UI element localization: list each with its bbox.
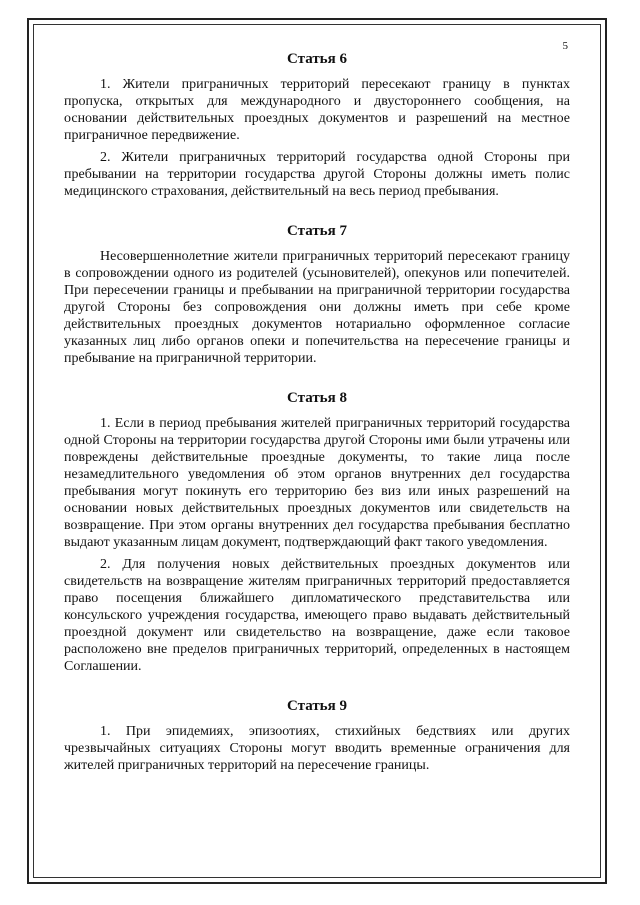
article-paragraph: 2. Жители приграничных территорий государства одной Стороны при пребывании на территории государства другой Стороны должны иметь полис медицинского страхования, действительный на весь период пребывания. — [64, 150, 570, 199]
article-title: Статья 6 — [287, 51, 347, 67]
article-8 — [64, 389, 570, 675]
article-7 — [64, 222, 570, 367]
article-paragraph: 1. Жители приграничных территорий пересекают границу в пунктах пропуска, открытых для международного и двустороннего сообщения, на основании действительных проездных документов и разрешений на местное приграничное передвижение. — [64, 77, 570, 143]
document-body — [64, 50, 570, 779]
article-paragraph: 2. Для получения новых действительных проездных документов или свидетельств на возвращение жителям приграничных территорий предоставляется право посещения ближайшего дипломатического представительства или консульского учреждения государства, имеющего право выдавать действительный проездной документ или свидетельство на возвращение, даже если таковое расположено вне пределов приграничных территорий, определенных в настоящем Соглашении. — [64, 557, 570, 674]
article-9 — [64, 697, 570, 774]
page-number: 5 — [562, 40, 568, 52]
article-paragraph: Несовершеннолетние жители приграничных территорий пересекают границу в сопровождении одного из родителей (усыновителей), опекунов или попечителей. При пересечении границы и пребывании на приграничной территории государства другой Стороны без сопровождения они должны иметь при себе кроме действительных проездных документов нотариально оформленное согласие указанных лиц либо органов опеки и попечительства на пересечение границы и пребывание на приграничной территории. — [64, 249, 570, 366]
article-title: Статья 7 — [287, 223, 347, 239]
article-paragraph: 1. Если в период пребывания жителей приграничных территорий государства одной Стороны на территории государства другой Стороны ими были утрачены или повреждены действительные проездные документы, то такие лица после незамедлительного уведомления об этом органов внутренних дел государства пребывания могут покинуть его территорию без виз или иных разрешений на основании новых действительных проездных документов или свидетельств на возвращение. При этом органы внутренних дел государства пребывания бесплатно выдают указанным лицам документ, подтверждающий факт такого уведомления. — [64, 416, 570, 550]
article-paragraph: 1. При эпидемиях, эпизоотиях, стихийных бедствиях или других чрезвычайных ситуациях Стороны могут вводить временные ограничения для жителей приграничных территорий на пересечение границы. — [64, 724, 570, 773]
article-title: Статья 8 — [287, 390, 347, 406]
article-6 — [64, 50, 570, 200]
article-title: Статья 9 — [287, 698, 347, 714]
